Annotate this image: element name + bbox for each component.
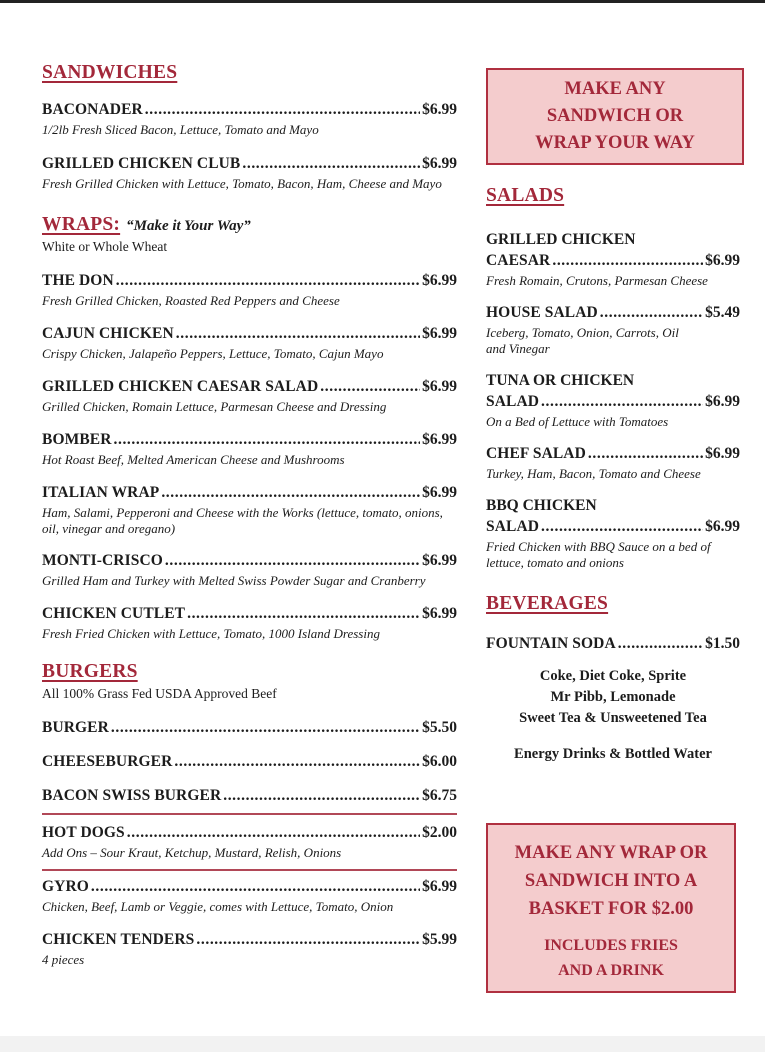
promo-line: WRAP YOUR WAY	[535, 133, 695, 153]
promo-line: MAKE ANY WRAP OR	[514, 843, 708, 863]
item-name: FOUNTAIN SODA	[486, 635, 616, 652]
item-description: 4 pieces	[42, 952, 85, 967]
item-price: $6.75	[422, 787, 457, 804]
dot-leader	[174, 753, 420, 771]
menu-item-grilled-chicken-caesar-salad	[42, 378, 457, 415]
item-price: $5.50	[422, 719, 457, 736]
promo-make-your-way	[486, 68, 744, 165]
promo-line: MAKE ANY	[564, 79, 666, 99]
dot-leader	[541, 518, 703, 536]
item-name: BURGER	[42, 719, 109, 736]
wraps-header	[42, 214, 457, 236]
item-name-line1: BBQ CHICKEN	[486, 497, 597, 514]
item-name: GRILLED CHICKEN CAESAR SALAD	[42, 378, 319, 395]
promo-line: INCLUDES FRIES	[544, 937, 678, 954]
wraps-tagline: “Make it Your Way”	[126, 218, 251, 234]
beverages-title: BEVERAGES	[486, 593, 609, 614]
divider	[42, 813, 457, 815]
dot-leader	[618, 635, 703, 653]
menu-item-tuna-or-chicken-salad	[486, 372, 740, 430]
item-name-line1: TUNA OR CHICKEN	[486, 372, 635, 389]
item-name: ITALIAN WRAP	[42, 484, 160, 501]
dot-leader	[176, 325, 420, 343]
dot-leader	[116, 272, 420, 290]
item-price: $2.00	[422, 824, 457, 841]
item-price: $6.99	[422, 431, 457, 448]
item-name: CHEESEBURGER	[42, 753, 173, 770]
dot-leader	[187, 605, 420, 623]
menu-item-the-don	[42, 272, 457, 309]
item-description: Fresh Fried Chicken with Lettuce, Tomato, 1000 Island Dressing	[42, 626, 380, 641]
item-price: $6.99	[422, 378, 457, 395]
item-price: $6.99	[705, 518, 740, 535]
divider	[42, 869, 457, 871]
dot-leader	[552, 252, 703, 270]
item-description: Hot Roast Beef, Melted American Cheese and Mushrooms	[42, 452, 345, 467]
item-price: $1.50	[705, 635, 740, 652]
dot-leader	[223, 787, 420, 805]
item-description: Ham, Salami, Pepperoni and Cheese with the Works (lettuce, tomato, onions, oil, vinegar and oregano)	[42, 505, 443, 536]
item-name: CHEF SALAD	[486, 445, 586, 462]
item-description: Turkey, Ham, Bacon, Tomato and Cheese	[486, 466, 701, 481]
item-name: GYRO	[42, 878, 89, 895]
burgers-title: BURGERS	[42, 661, 138, 682]
item-name: BACONADER	[42, 101, 143, 118]
item-price: $5.49	[705, 304, 740, 321]
sandwiches-title: SANDWICHES	[42, 62, 178, 83]
dot-leader	[196, 931, 420, 949]
item-description: Fresh Grilled Chicken, Roasted Red Peppers and Cheese	[42, 293, 340, 308]
item-description: Grilled Chicken, Romain Lettuce, Parmesan Cheese and Dressing	[42, 399, 387, 414]
dot-leader	[114, 431, 421, 449]
scan-edge-top	[0, 0, 765, 3]
item-price: $5.99	[422, 931, 457, 948]
item-name: SALAD	[486, 393, 540, 410]
right-column	[486, 68, 740, 765]
menu-item-fountain-soda	[486, 635, 740, 653]
left-column	[42, 62, 457, 968]
item-description: Fried Chicken with BBQ Sauce on a bed of lettuce, tomato and onions	[486, 539, 711, 570]
menu-item-cajun-chicken	[42, 325, 457, 362]
flavor-line: Coke, Diet Coke, Sprite	[539, 668, 687, 684]
dot-leader	[145, 101, 420, 119]
promo-basket-includes	[488, 933, 734, 983]
promo-basket	[486, 823, 736, 993]
item-price: $6.99	[422, 155, 457, 172]
item-price: $6.00	[422, 753, 457, 770]
item-price: $6.99	[422, 484, 457, 501]
item-name: CAJUN CHICKEN	[42, 325, 174, 342]
dot-leader	[91, 878, 420, 896]
menu-item-chef-salad	[486, 445, 740, 482]
item-price: $6.99	[422, 552, 457, 569]
menu-item-bomber	[42, 431, 457, 468]
salads-title: SALADS	[486, 185, 565, 206]
dot-leader	[111, 719, 420, 737]
dot-leader	[161, 484, 420, 502]
scan-edge-bottom	[0, 1036, 765, 1052]
item-price: $6.99	[422, 272, 457, 289]
wraps-note: White or Whole Wheat	[42, 239, 168, 254]
item-name: GRILLED CHICKEN CLUB	[42, 155, 241, 172]
menu-item-italian-wrap	[42, 484, 457, 537]
menu-item-baconader	[42, 101, 457, 138]
promo-line: AND A DRINK	[558, 962, 664, 979]
item-description: Add Ons – Sour Kraut, Ketchup, Mustard, Relish, Onions	[42, 845, 342, 860]
menu-item-house-salad	[486, 304, 740, 357]
item-description: Chicken, Beef, Lamb or Veggie, comes with Lettuce, Tomato, Onion	[42, 899, 394, 914]
dot-leader	[127, 824, 420, 842]
promo-line: SANDWICH OR	[546, 106, 684, 126]
item-description: On a Bed of Lettuce with Tomatoes	[486, 414, 669, 429]
dot-leader	[320, 378, 420, 396]
dot-leader	[541, 393, 703, 411]
item-name: CHICKEN TENDERS	[42, 931, 195, 948]
menu-item-bacon-swiss-burger	[42, 787, 457, 805]
menu-item-monti-crisco	[42, 552, 457, 589]
item-price: $6.99	[422, 878, 457, 895]
wraps-title: WRAPS:	[42, 214, 121, 235]
item-description: Iceberg, Tomato, Onion, Carrots, Oil and Vinegar	[486, 325, 679, 356]
menu-item-grilled-chicken-club	[42, 155, 457, 192]
promo-basket-headline	[488, 839, 734, 923]
item-description: Fresh Romain, Crutons, Parmesan Cheese	[486, 273, 708, 288]
menu-item-burger	[42, 719, 457, 737]
item-name: BACON SWISS BURGER	[42, 787, 222, 804]
item-price: $6.99	[422, 101, 457, 118]
item-description: Fresh Grilled Chicken with Lettuce, Tomato, Bacon, Ham, Cheese and Mayo	[42, 176, 442, 191]
item-name: HOUSE SALAD	[486, 304, 598, 321]
dot-leader	[242, 155, 420, 173]
promo-line: BASKET FOR $2.00	[528, 899, 694, 919]
dot-leader	[600, 304, 703, 322]
fountain-flavors	[486, 666, 740, 729]
item-description: 1/2lb Fresh Sliced Bacon, Lettuce, Tomato and Mayo	[42, 122, 319, 137]
item-name: THE DON	[42, 272, 114, 289]
item-price: $6.99	[705, 252, 740, 269]
flavor-line: Mr Pibb, Lemonade	[550, 689, 676, 705]
menu-item-chicken-tenders	[42, 931, 457, 968]
item-name: HOT DOGS	[42, 824, 125, 841]
other-drinks: Energy Drinks & Bottled Water	[514, 746, 712, 762]
dot-leader	[588, 445, 703, 463]
item-description: Grilled Ham and Turkey with Melted Swiss Powder Sugar and Cranberry	[42, 573, 426, 588]
promo-line: SANDWICH INTO A	[524, 871, 698, 891]
item-price: $6.99	[422, 325, 457, 342]
item-name: CHICKEN CUTLET	[42, 605, 186, 622]
item-name: CAESAR	[486, 252, 551, 269]
item-price: $6.99	[705, 445, 740, 462]
item-price: $6.99	[705, 393, 740, 410]
menu-item-hot-dogs	[42, 824, 457, 861]
item-name: SALAD	[486, 518, 540, 535]
item-description: Crispy Chicken, Jalapeño Peppers, Lettuce, Tomato, Cajun Mayo	[42, 346, 384, 361]
menu-item-cheeseburger	[42, 753, 457, 771]
item-name-line1: GRILLED CHICKEN	[486, 231, 636, 248]
item-name: BOMBER	[42, 431, 112, 448]
menu-item-grilled-chicken-caesar	[486, 231, 740, 289]
dot-leader	[165, 552, 420, 570]
flavor-line: Sweet Tea & Unsweetened Tea	[519, 710, 707, 726]
item-price: $6.99	[422, 605, 457, 622]
menu-item-chicken-cutlet	[42, 605, 457, 642]
menu-item-bbq-chicken-salad	[486, 497, 740, 571]
item-name: MONTI-CRISCO	[42, 552, 163, 569]
burgers-note: All 100% Grass Fed USDA Approved Beef	[42, 686, 277, 701]
menu-item-gyro	[42, 878, 457, 915]
